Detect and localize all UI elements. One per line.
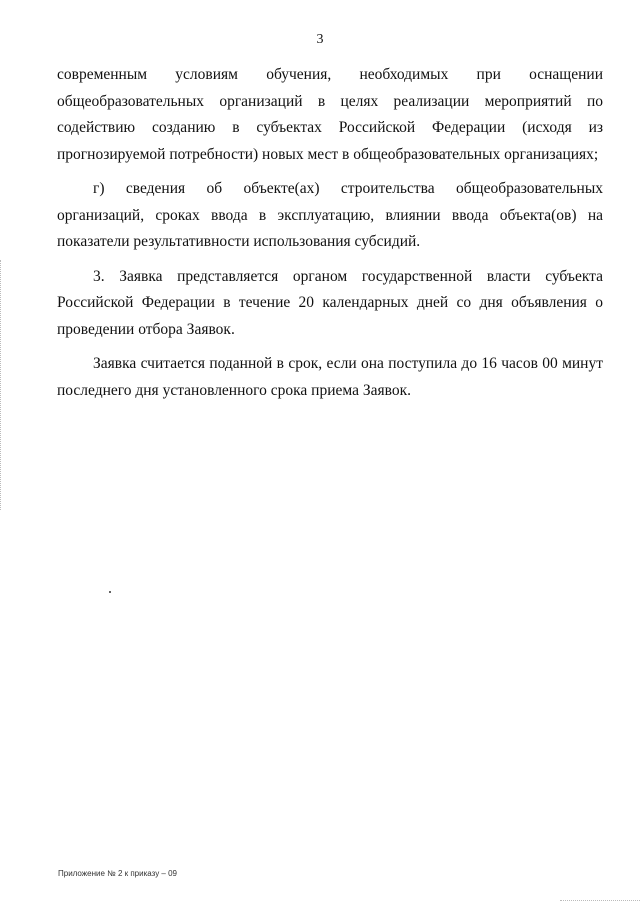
scan-edge-bottom [560, 900, 640, 902]
stray-dot-mark [109, 591, 111, 593]
paragraph-item-3: 3. Заявка представляется органом государственной власти субъекта Российской Федерации в течение 20 календарных дней со дня объявления о проведении отбора Заявок. [57, 267, 603, 338]
paragraph-continuation: современным условиям обучения, необходимых при оснащении общеобразовательных организаций в целях реализации мероприятий по содействию созданию в субъектах Российской Федерации (исходя из прогнозируемой потребности) новых мест в общеобразовательных организациях; [57, 66, 603, 163]
page-footer: Приложение № 2 к приказу – 09 [58, 869, 177, 878]
scan-edge-left [0, 260, 3, 510]
page-number: 3 [316, 32, 324, 47]
paragraph-deadline: Заявка считается поданной в срок, если она поступила до 16 часов 00 минут последнего дня установленного срока приема Заявок. [57, 355, 603, 399]
paragraph-item-g: г) сведения об объекте(ах) строительства общеобразовательных организаций, сроках ввода в эксплуатацию, влиянии ввода объекта(ов) на показатели результативности использования субсидий. [57, 180, 603, 250]
document-body [57, 62, 603, 412]
